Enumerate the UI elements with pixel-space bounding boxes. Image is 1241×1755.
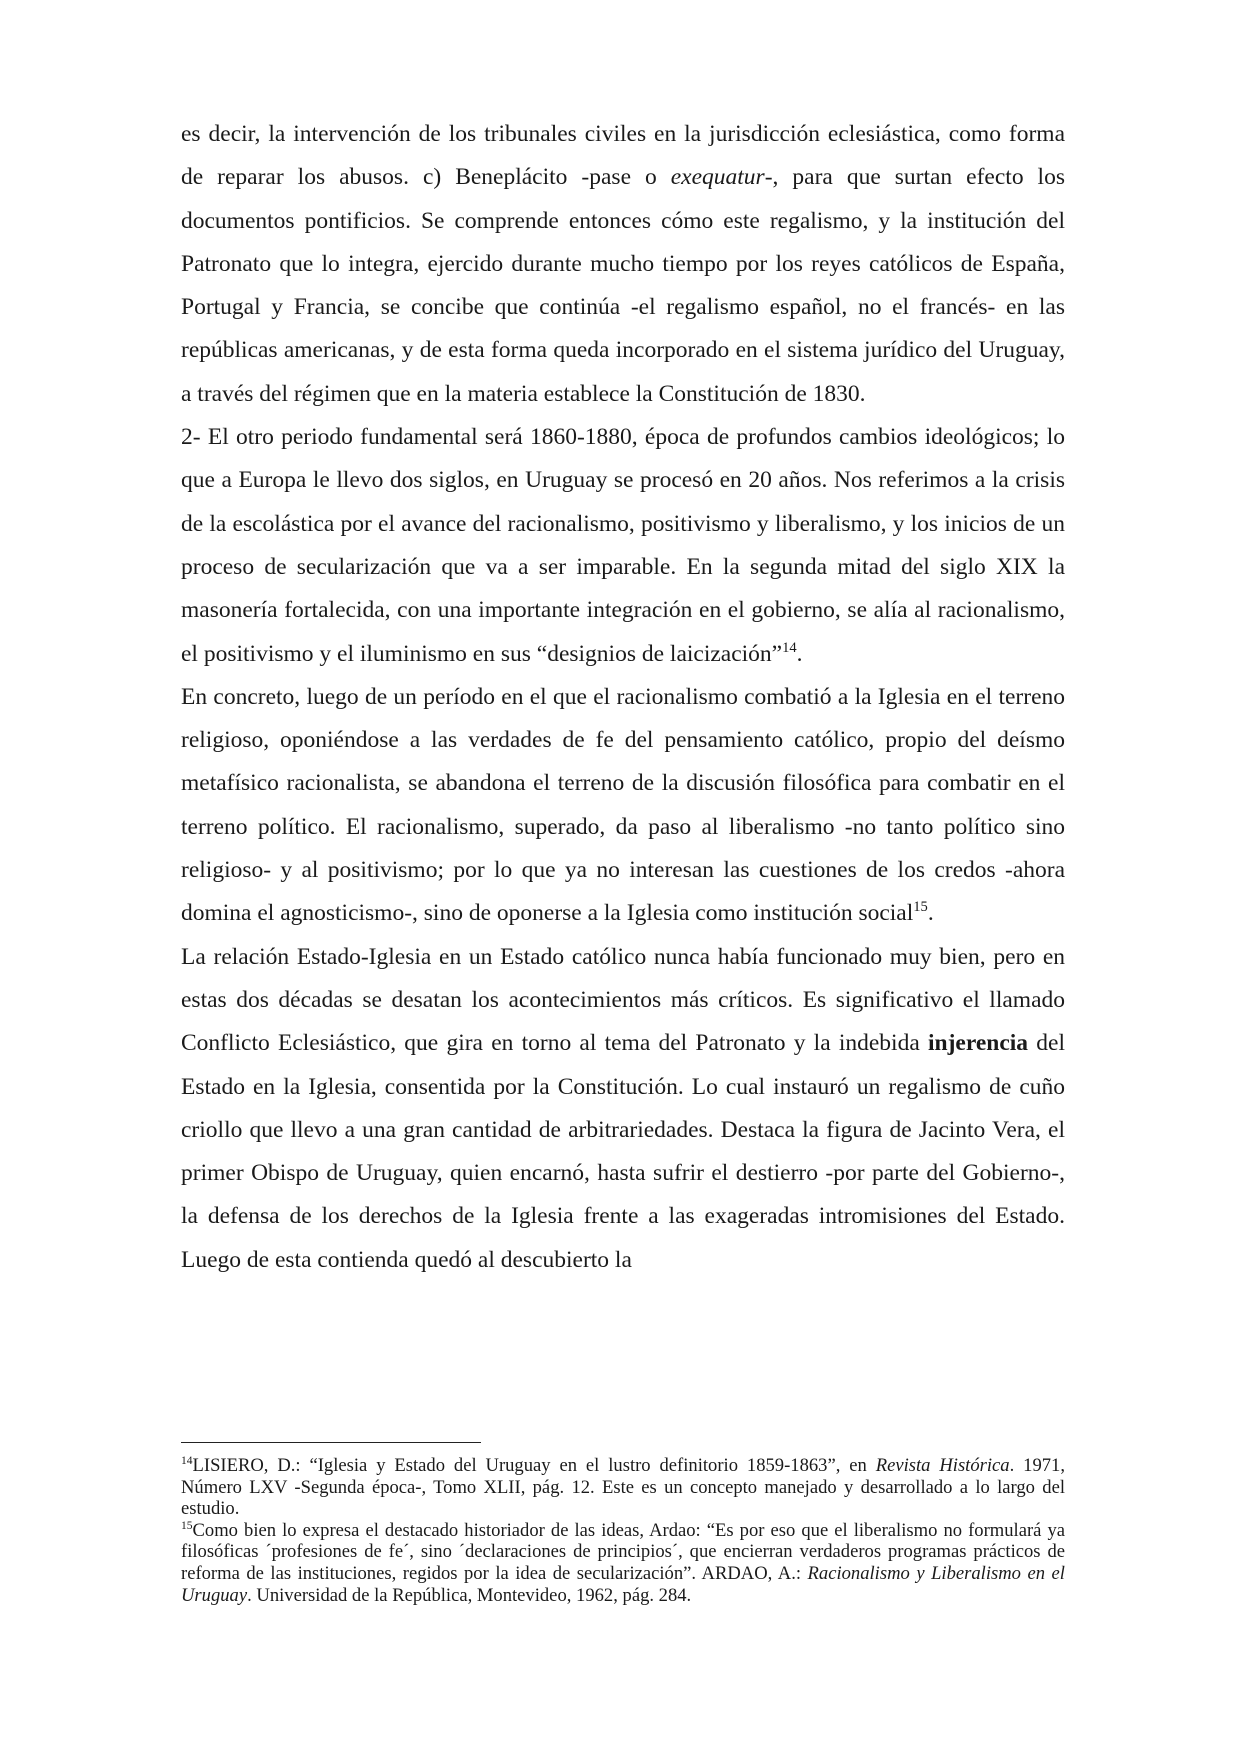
footnote-ref-15[interactable]: 15 [913, 899, 928, 916]
footnote-separator [181, 1442, 481, 1443]
paragraph-regalismo: es decir, la intervención de los tribunales civiles en la jurisdicción eclesiástica, como forma de reparar los abusos. c) Beneplácito -pase o exequatur-, para que surtan efecto los documentos pontificios. Se comprende entonces cómo este regalismo, y la institución del Patronato que lo integra, ejercido durante mucho tiempo por los reyes católicos de España, Portugal y Francia, se concibe que continúa -el regalismo español, no el francés- en las repúblicas americanas, y de esta forma queda incorporado en el sistema jurídico del Uruguay, a través del régimen que en la materia establece la Constitución de 1830. [181, 121, 1065, 407]
footnotes-section [181, 1442, 1065, 1606]
footnote-number: 15 [181, 1519, 193, 1532]
footnote-number: 14 [181, 1454, 193, 1467]
body-text [181, 113, 1065, 1282]
revista-historica-italic: Revista Histórica [875, 1455, 1010, 1476]
paragraph-racionalismo: En concreto, luego de un período en el que el racionalismo combatió a la Iglesia en el terreno religioso, oponiéndose a las verdades de fe del pensamiento católico, propio del deísmo metafísico racionalista, se abandona el terreno de la discusión filosófica para combatir en el terreno político. El racionalismo, superado, da paso al liberalismo -no tanto político sino religioso- y al positivismo; por lo que ya no interesan las cuestiones de los credos -ahora domina el agnosticismo-, sino de oponerse a la Iglesia como institución social$^{15}$. [181, 683, 1065, 927]
exequatur-italic: exequatur [670, 164, 765, 191]
footnote-15: $^{15}$Como bien lo expresa el destacado historiador de las ideas, Ardao: “Es por eso que el liberalismo no formulará ya filosóficas ´profesiones de fe´, sino ´declaraciones de principios´, que encierran verdaderos programas prácticos de reforma de las instituciones, regidos por la idea de secularización”. ARDAO, A.: Racionalismo y Liberalismo en el Uruguay. Universidad de la República, Montevideo, 1962, pág. 284. [181, 1519, 1065, 1606]
paragraph-estado-iglesia: La relación Estado-Iglesia en un Estado católico nunca había funcionado muy bien, pero en estas dos décadas se desatan los acontecimientos más críticos. Es significativo el llamado Conflicto Eclesiástico, que gira en torno al tema del Patronato y la indebida injerencia del Estado en la Iglesia, consentida por la Constitución. Lo cual instauró un regalismo de cuño criollo que llevo a una gran cantidad de arbitrariedades. Destaca la figura de Jacinto Vera, el primer Obispo de Uruguay, quien encarnó, hasta sufrir el destierro -por parte del Gobierno-, la defensa de los derechos de la Iglesia frente a las exageradas intromisiones del Estado. Luego de esta contienda quedó al descubierto la [181, 943, 1065, 1273]
footnote-ref-14[interactable]: 14 [782, 639, 797, 656]
paragraph-periodo-1860-1880: 2- El otro periodo fundamental será 1860-1880, época de profundos cambios ideológicos; lo que a Europa le llevo dos siglos, en Uruguay se procesó en 20 años. Nos referimos a la crisis de la escolástica por el avance del racionalismo, positivismo y liberalismo, y los inicios de un proceso de secularización que va a ser imparable. En la segunda mitad del siglo XIX la masonería fortalecida, con una importante integración en el gobierno, se alía al racionalismo, el positivismo y el iluminismo en sus “designios de laicización”$^{14}$. [181, 424, 1065, 667]
injerencia-bold: injerencia [927, 1030, 1029, 1057]
document-page [181, 113, 1065, 1282]
footnote-14: $^{14}$LISIERO, D.: “Iglesia y Estado del Uruguay en el lustro definitorio 1859-1863”, en Revista Histórica. 1971, Número LXV -Segunda época-, Tomo XLII, pág. 12. Este es un concepto manejado y desarrollado a lo largo del estudio. [181, 1454, 1065, 1520]
book-title-italic: Racionalismo y Liberalismo en el Uruguay [181, 1562, 1065, 1606]
